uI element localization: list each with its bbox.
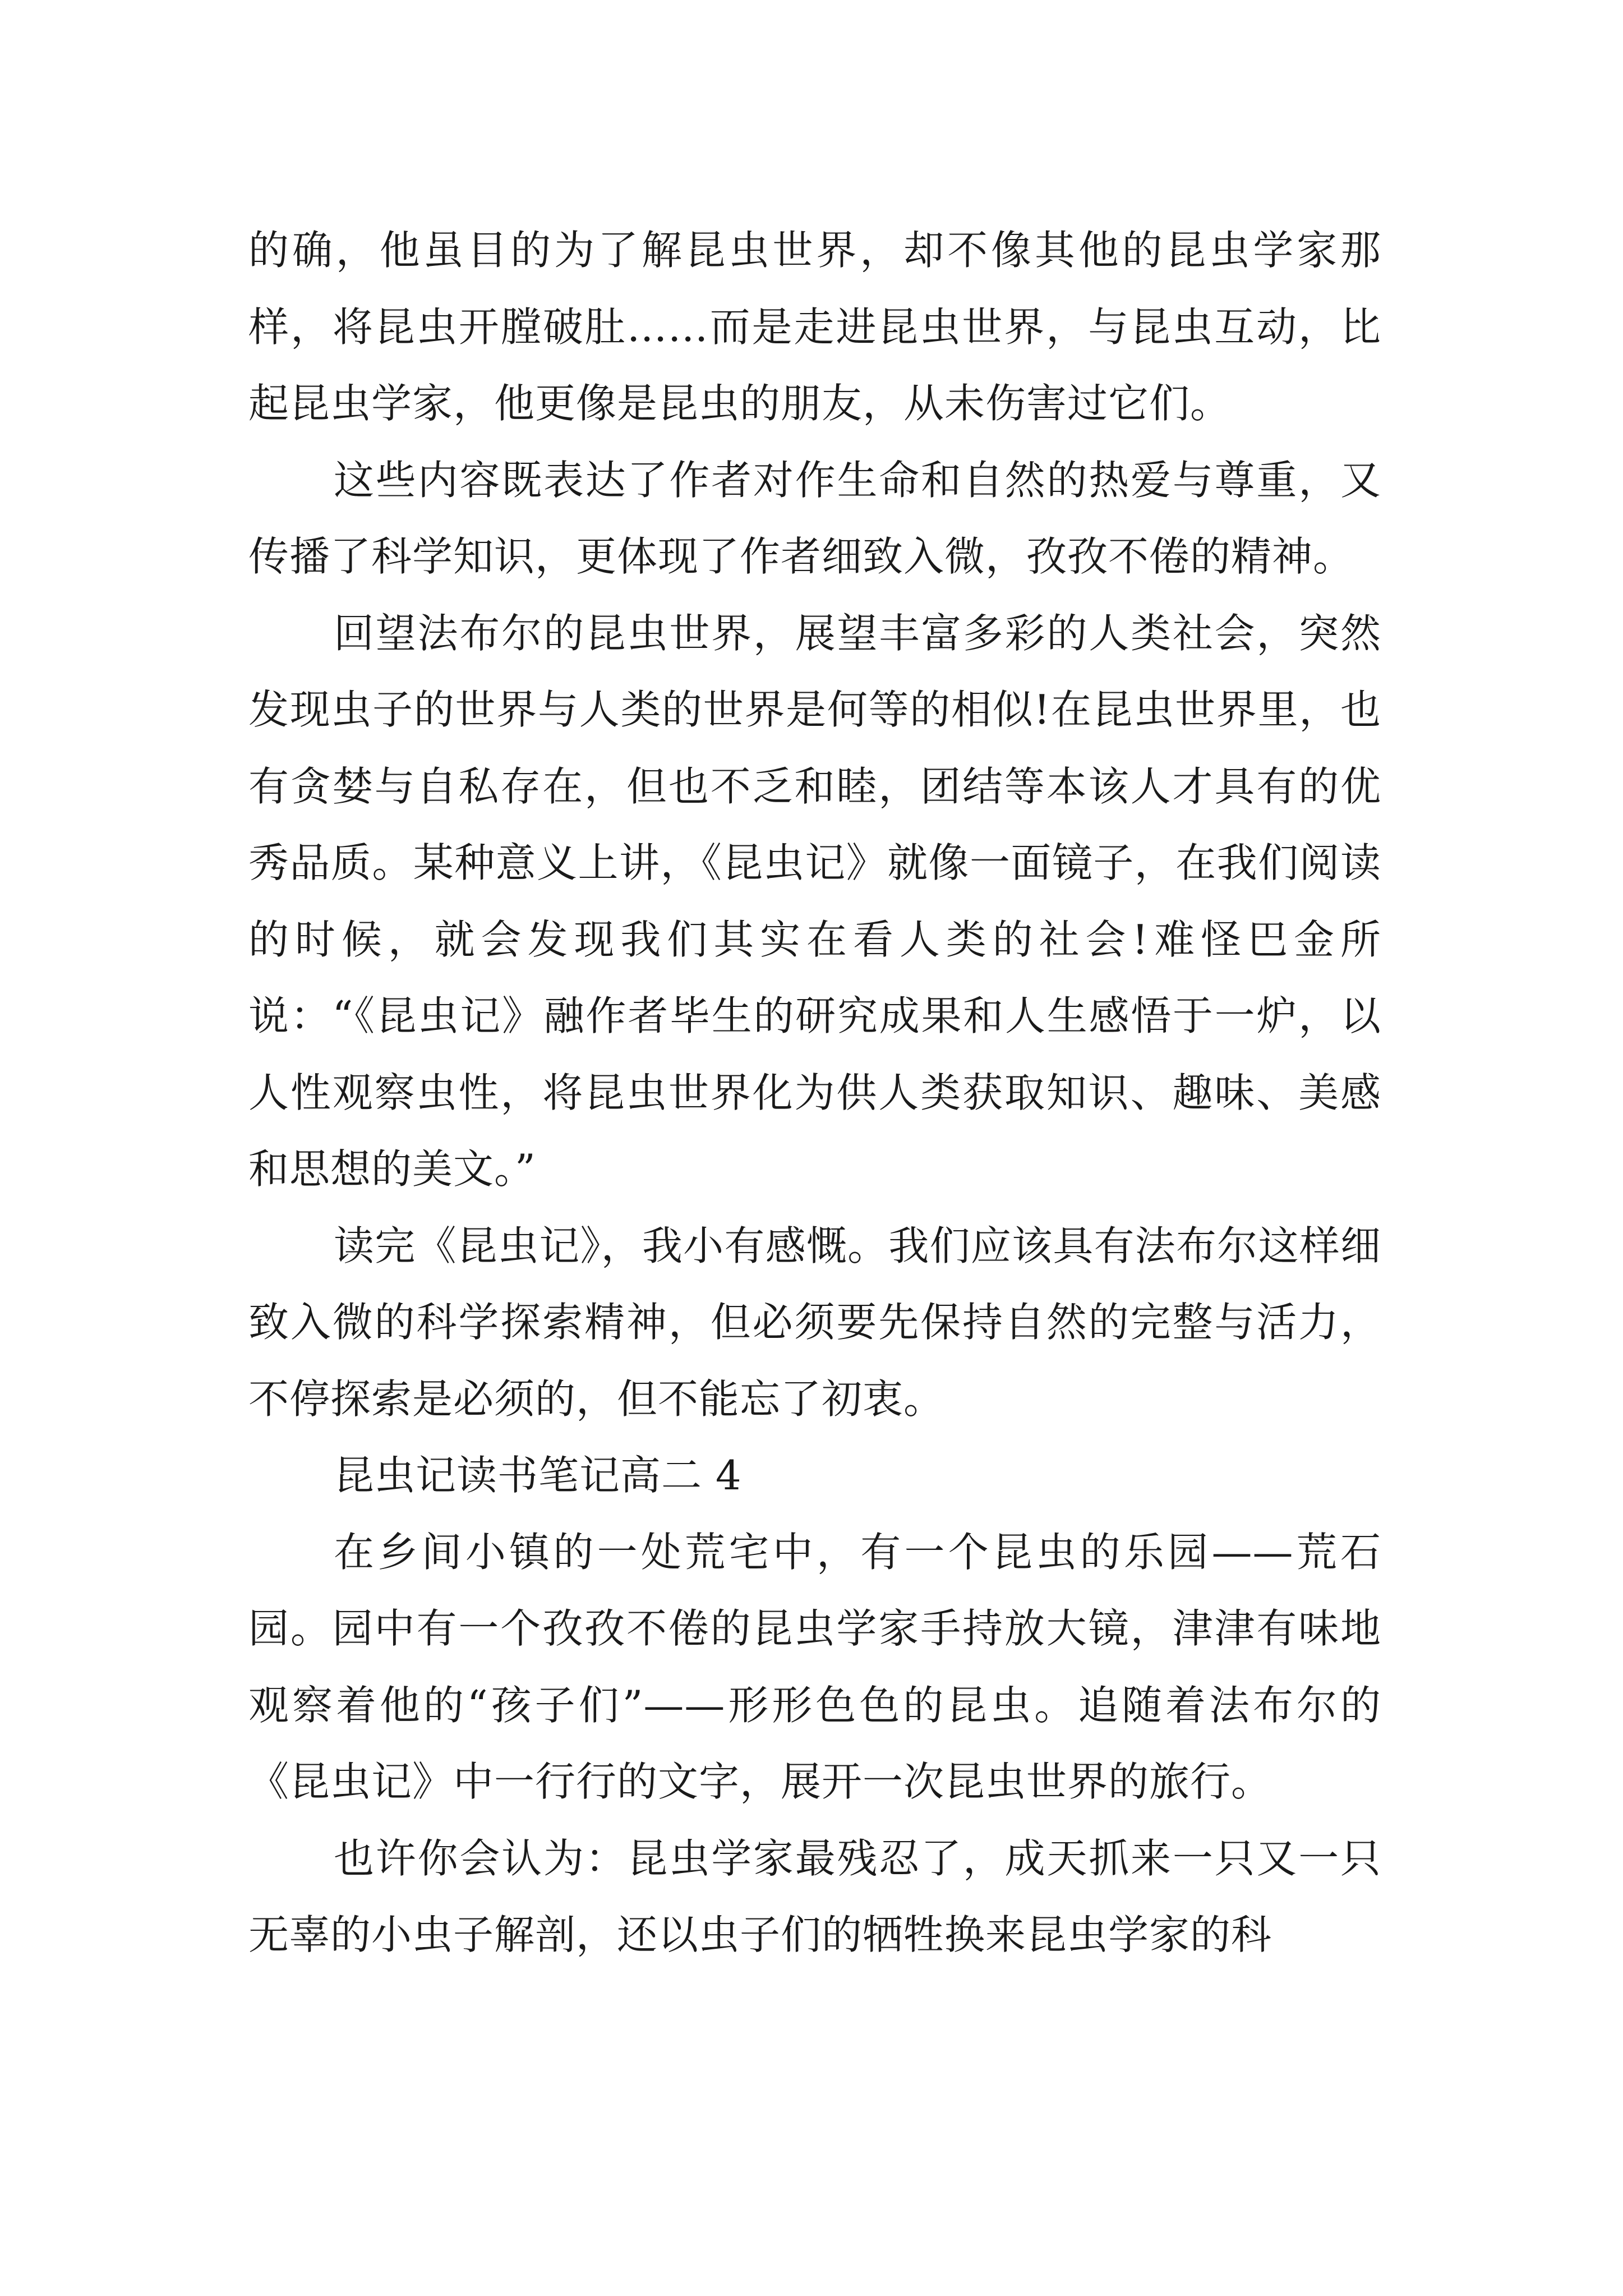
paragraph-3: 回望法布尔的昆虫世界，展望丰富多彩的人类社会，突然发现虫子的世界与人类的世界是何等的相似!在昆虫世界里，也有贪婪与自私存在，但也不乏和睦，团结等本该人才具有的优秀品质。某种意义上讲，《昆虫记》就像一面镜子，在我们阅读的时候，就会发现我们其实在看人类的社会!难怪巴金所说：“《昆虫记》融作者毕生的研究成果和人生感悟于一炉，以人性观察虫性，将昆虫世界化为供人类获取知识、趣味、美感和思想的美文。” [248, 609, 1381, 1193]
paragraph-1: 的确，他虽目的为了解昆虫世界，却不像其他的昆虫学家那样，将昆虫开膛破肚……而是走进昆虫世界，与昆虫互动，比起昆虫学家，他更像是昆虫的朋友，从未伤害过它们。 [248, 227, 1381, 427]
paragraph-5: 在乡间小镇的一处荒宅中，有一个昆虫的乐园——荒石园。园中有一个孜孜不倦的昆虫学家手持放大镜，津津有味地观察着他的“孩子们”——形形色色的昆虫。追随着法布尔的《昆虫记》中一行行的文字，展开一次昆虫世界的旅行。 [248, 1528, 1381, 1805]
section-heading: 昆虫记读书笔记高二 4 [334, 1452, 742, 1499]
body-text [248, 212, 1381, 1973]
paragraph-2: 这些内容既表达了作者对作生命和自然的热爱与尊重，又传播了科学知识，更体现了作者细致入微，孜孜不倦的精神。 [248, 456, 1381, 580]
paragraph-6: 也许你会认为：昆虫学家最残忍了，成天抓来一只又一只无辜的小虫子解剖，还以虫子们的牺牲换来昆虫学家的科 [248, 1834, 1381, 1958]
paragraph-4: 读完《昆虫记》，我小有感慨。我们应该具有法布尔这样细致入微的科学探索精神，但必须要先保持自然的完整与活力，不停探索是必须的，但不能忘了初衷。 [248, 1222, 1381, 1423]
